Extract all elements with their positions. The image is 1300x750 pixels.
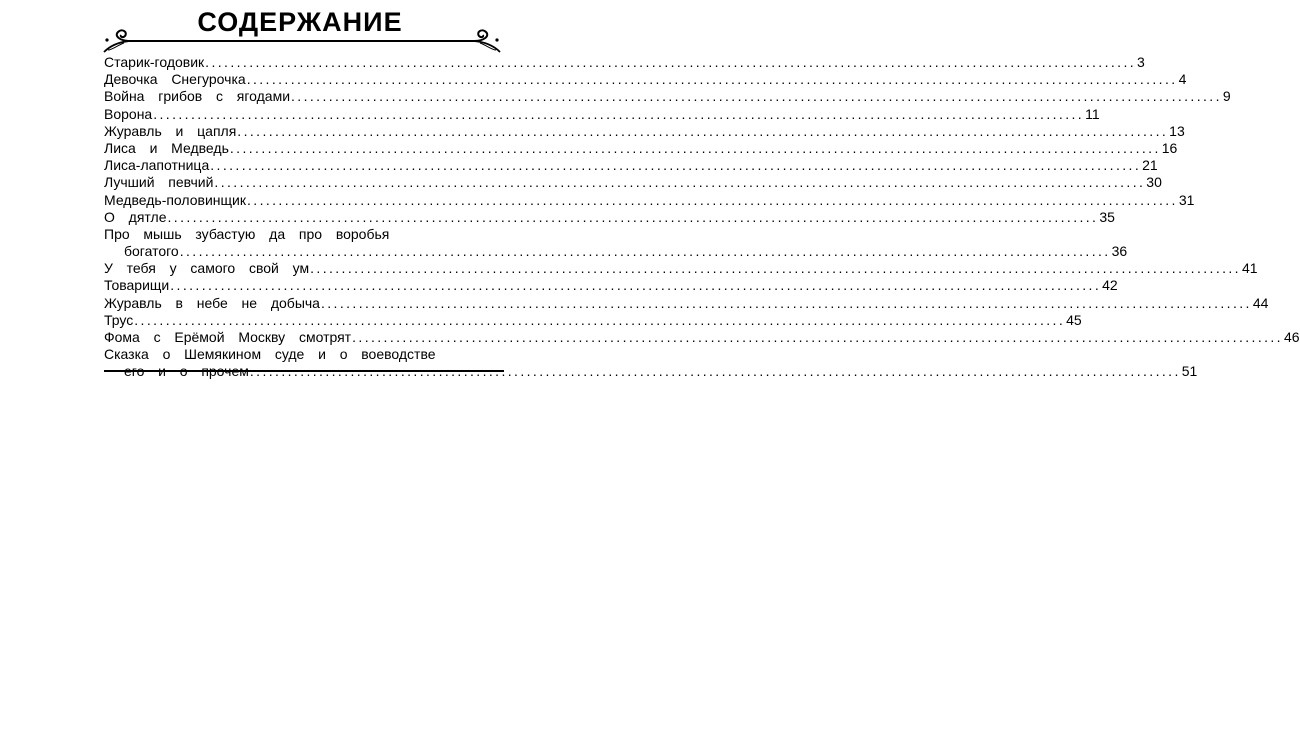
entry-title: Война грибов с ягодами	[104, 88, 291, 105]
entry-page: 4	[1178, 71, 1187, 88]
toc-entry-first-line	[104, 226, 504, 243]
toc-entry	[104, 139, 1178, 157]
dot-leader	[291, 88, 1222, 105]
toc-entry	[104, 329, 1300, 346]
dot-leader	[247, 192, 1178, 209]
dot-leader	[180, 243, 1111, 260]
toc-entry-first-line	[104, 346, 504, 363]
entry-page: 3	[1137, 54, 1145, 70]
dot-leader	[210, 157, 1141, 174]
dot-leader	[170, 277, 1101, 294]
title-ornament	[100, 28, 504, 56]
toc-entry	[104, 277, 1118, 294]
entry-title: У тебя у самого свой ум	[104, 260, 310, 277]
bottom-rule	[104, 370, 504, 372]
toc-entry	[104, 174, 1162, 191]
dot-leader	[230, 140, 1161, 157]
entry-page: 45	[1066, 311, 1082, 328]
dot-leader	[247, 71, 1178, 88]
entry-title: Девочка Снегурочка	[104, 71, 246, 88]
entry-page: 30	[1146, 174, 1162, 191]
entry-page: 16	[1161, 139, 1178, 156]
entry-page: 42	[1102, 277, 1118, 294]
dot-leader	[310, 260, 1241, 277]
entry-title-line-2: богатого	[124, 243, 179, 260]
toc-entry	[104, 157, 1158, 174]
entry-title: Журавль и цапля	[104, 122, 237, 139]
dot-leader	[237, 123, 1168, 140]
entry-page: 35	[1099, 208, 1115, 225]
toc-entry	[104, 294, 1269, 312]
toc-entry	[104, 54, 1145, 71]
toc-entry	[104, 191, 1195, 209]
entry-page: 13	[1169, 122, 1185, 139]
dot-leader	[153, 106, 1084, 123]
entry-page: 46	[1283, 329, 1300, 345]
toc-entry	[104, 208, 1115, 226]
entry-title: Старик-годовик	[104, 54, 205, 70]
toc-entry	[104, 88, 1231, 105]
dot-leader	[134, 312, 1065, 329]
dot-leader	[352, 329, 1283, 346]
page-title: СОДЕРЖАНИЕ	[197, 7, 403, 37]
entry-title: Фома с Ерёмой Москву смотрят	[104, 329, 352, 345]
entry-page: 9	[1222, 88, 1231, 105]
entry-page: 36	[1111, 243, 1128, 260]
dot-leader	[321, 295, 1252, 312]
entry-page: 11	[1085, 105, 1100, 122]
entry-title: Трус	[104, 311, 134, 328]
dot-leader	[167, 209, 1098, 226]
dot-leader	[214, 174, 1145, 191]
entry-title: Журавль в небе не добыча	[104, 294, 320, 311]
toc-entry	[104, 311, 1082, 329]
toc-entry	[104, 105, 1100, 123]
entry-title: Ворона	[104, 105, 153, 122]
entry-title: Медведь-половинщик	[104, 191, 246, 208]
entry-title: Лучший певчий	[104, 174, 214, 191]
toc-entry	[104, 122, 1185, 140]
entry-title: Товарищи	[104, 277, 170, 294]
table-of-contents	[104, 54, 1300, 381]
entry-page: 51	[1181, 363, 1198, 380]
toc-entry	[104, 260, 1258, 277]
entry-page: 31	[1178, 191, 1195, 208]
entry-title-line-1: Про мышь зубастую да про воробья	[104, 225, 390, 242]
entry-title: Лиса-лапотница	[104, 157, 210, 174]
toc-entry-continuation	[104, 243, 1128, 260]
entry-title: О дятле	[104, 208, 167, 225]
entry-page: 44	[1252, 294, 1269, 311]
entry-page: 21	[1142, 157, 1158, 174]
entry-title: Лиса и Медведь	[104, 139, 229, 156]
dot-leader	[205, 54, 1136, 71]
entry-title-line-1: Сказка о Шемякином суде и о воеводстве	[104, 346, 436, 363]
entry-page: 41	[1241, 260, 1258, 277]
toc-entry	[104, 71, 1187, 88]
